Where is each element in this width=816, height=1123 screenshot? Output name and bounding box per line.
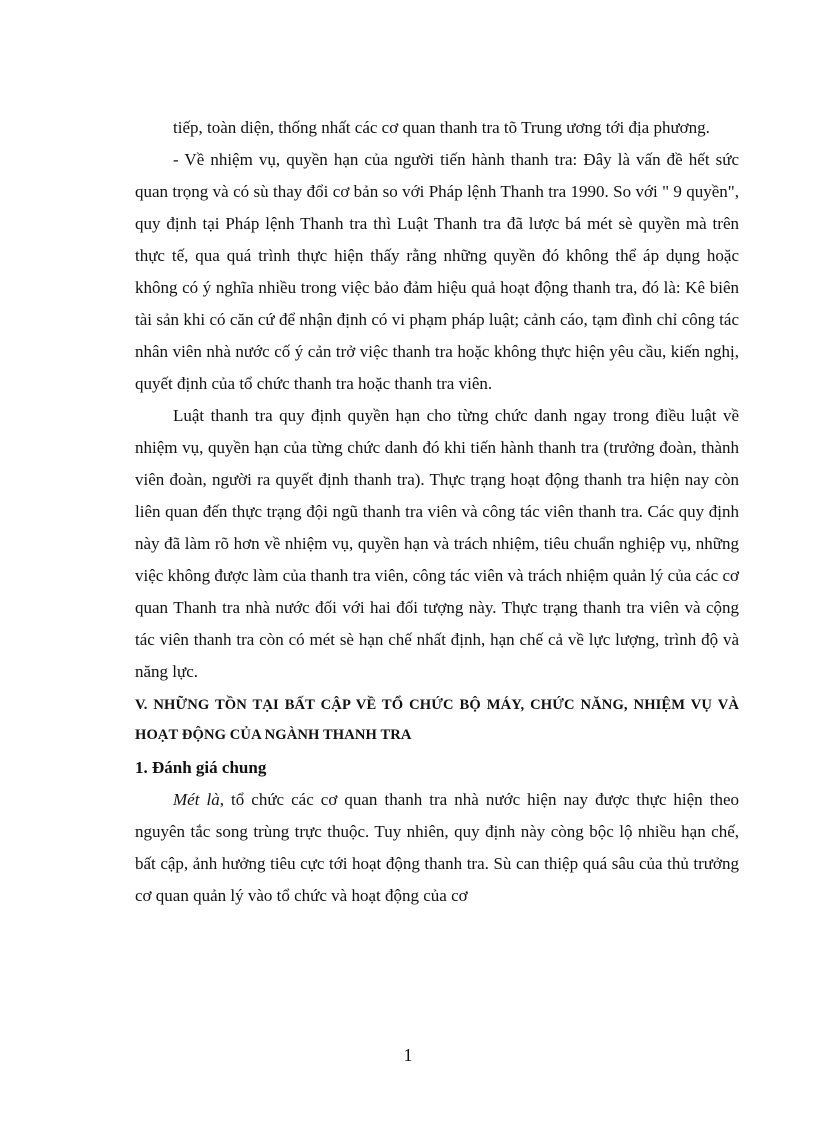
paragraph-lead-italic: Mét là xyxy=(173,790,220,809)
page-number: 1 xyxy=(403,1045,413,1065)
paragraph-general-assessment xyxy=(135,784,739,912)
paragraph-inspection-law: Luật thanh tra quy định quyền hạn cho từng chức danh ngay trong điều luật về nhiệm vụ, quyền hạn của từng chức danh đó khi tiến hành thanh tra (trưởng đoàn, thành viên đoàn, người ra quyết định thanh tra). Thực trạng hoạt động thanh tra hiện nay còn liên quan đến thực trạng đội ngũ thanh tra viên và công tác viên thanh tra. Các quy định này đã làm rõ hơn về nhiệm vụ, quyền hạn và trách nhiệm, tiêu chuẩn nghiệp vụ, những việc không được làm của thanh tra viên, công tác viên và trách nhiệm quản lý của các cơ quan Thanh tra nhà nước đối với hai đối tượng này. Thực trạng thanh tra viên và cộng tác viên thanh tra còn có mét sè hạn chế nhất định, hạn chế cả về lực lượng, trình độ và năng lực. xyxy=(135,406,739,681)
paragraph-duties-powers: - Về nhiệm vụ, quyền hạn của người tiến hành thanh tra: Đây là vấn đề hết sức quan trọng và có sù thay đổi cơ bản so với Pháp lệnh Thanh tra 1990. So với " 9 quyền", quy định tại Pháp lệnh Thanh tra thì Luật Thanh tra đã lược bá mét sè quyền mà trên thực tế, qua quá trình thực hiện thấy rằng những quyền đó không thể áp dụng hoặc không có ý nghĩa nhiều trong việc bảo đảm hiệu quả hoạt động thanh tra, đó là: Kê biên tài sản khi có căn cứ để nhận định có vi phạm pháp luật; cảnh cáo, tạm đình chỉ công tác nhân viên nhà nước cố ý cản trở việc thanh tra hoặc không thực hiện yêu cầu, kiến nghị, quyết định của tổ chức thanh tra hoặc thanh tra viên. xyxy=(135,150,739,393)
subsection-heading: 1. Đánh giá chung xyxy=(135,758,267,777)
paragraph-body-text: , tổ chức các cơ quan thanh tra nhà nước hiện nay được thực hiện theo nguyên tắc song trùng trực thuộc. Tuy nhiên, quy định này còng bộc lộ nhiều hạn chế, bất cập, ảnh hưởng tiêu cực tới hoạt động thanh tra. Sù can thiệp quá sâu của thủ trưởng cơ quan quản lý vào tổ chức và hoạt động của cơ xyxy=(135,790,739,905)
page-body xyxy=(135,112,739,912)
section-heading: V. NHỮNG TỒN TẠI BẤT CẬP VỀ TỔ CHỨC BỘ MÁY, CHỨC NĂNG, NHIỆM VỤ VÀ HOẠT ĐỘNG CỦA NGÀNH THANH TRA xyxy=(135,697,739,743)
paragraph-continuation: tiếp, toàn diện, thống nhất các cơ quan thanh tra tõ Trung ương tới địa phương. xyxy=(173,118,710,137)
